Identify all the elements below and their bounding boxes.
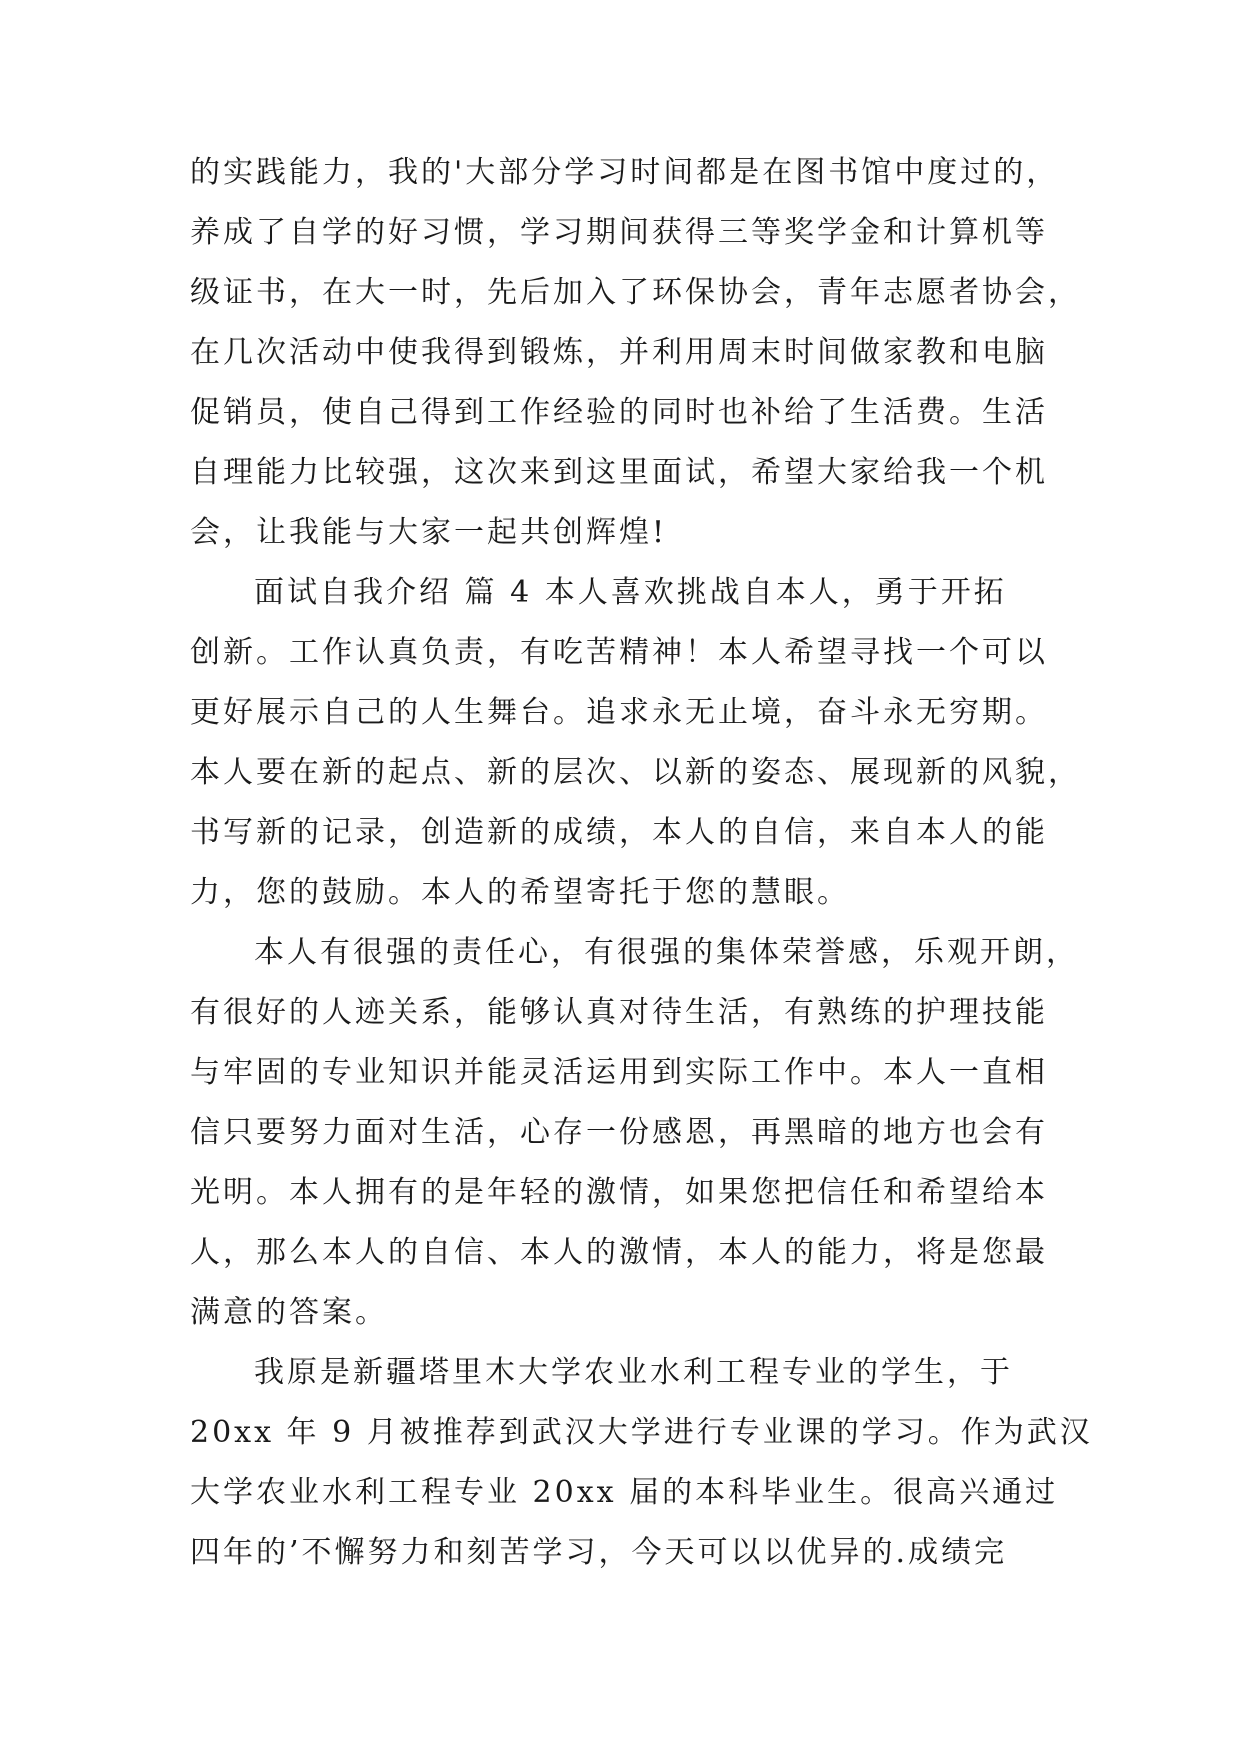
text-line: 力，您的鼓励。本人的希望寄托于您的慧眼。: [190, 875, 850, 910]
text-line: 20xx 年 9 月被推荐到武汉大学进行专业课的学习。作为武汉: [190, 1415, 1093, 1450]
text-line: 自理能力比较强，这次来到这里面试，希望大家给我一个机: [190, 455, 1048, 490]
text-line: 大学农业水利工程专业 20xx 届的本科毕业生。很高兴通过: [190, 1475, 1059, 1510]
text-line: 四年的’不懈努力和刻苦学习，今天可以以优异的.成绩完: [190, 1535, 1008, 1570]
text-line: 本人有很强的责任心，有很强的集体荣誉感，乐观开朗，: [254, 935, 1079, 970]
text-line: 人，那么本人的自信、本人的激情，本人的能力，将是您最: [190, 1235, 1048, 1270]
text-line: 满意的答案。: [190, 1295, 388, 1330]
text-line: 的实践能力，我的'大部分学习时间都是在图书馆中度过的，: [190, 155, 1060, 190]
text-line: 养成了自学的好习惯，学习期间获得三等奖学金和计算机等: [190, 215, 1048, 250]
text-line: 书写新的记录，创造新的成绩，本人的自信，来自本人的能: [190, 815, 1048, 850]
text-line: 会，让我能与大家一起共创辉煌!: [190, 515, 668, 550]
text-line: 级证书，在大一时，先后加入了环保协会，青年志愿者协会，: [190, 275, 1081, 310]
text-line: 光明。本人拥有的是年轻的激情，如果您把信任和希望给本: [190, 1175, 1048, 1210]
text-line: 创新。工作认真负责，有吃苦精神！本人希望寻找一个可以: [190, 635, 1048, 670]
section-heading-line: 面试自我介绍 篇 4 本人喜欢挑战自本人，勇于开拓: [254, 575, 1007, 610]
text-line: 信只要努力面对生活，心存一份感恩，再黑暗的地方也会有: [190, 1115, 1048, 1150]
text-line: 我原是新疆塔里木大学农业水利工程专业的学生，于: [254, 1355, 1013, 1390]
text-line: 与牢固的专业知识并能灵活运用到实际工作中。本人一直相: [190, 1055, 1048, 1090]
text-line: 有很好的人迹关系，能够认真对待生活，有熟练的护理技能: [190, 995, 1048, 1030]
text-line: 促销员，使自己得到工作经验的同时也补给了生活费。生活: [190, 395, 1048, 430]
text-line: 本人要在新的起点、新的层次、以新的姿态、展现新的风貌，: [190, 755, 1081, 790]
text-line: 更好展示自己的人生舞台。追求永无止境，奋斗永无穷期。: [190, 695, 1048, 730]
text-line: 在几次活动中使我得到锻炼，并利用周末时间做家教和电脑: [190, 335, 1048, 370]
